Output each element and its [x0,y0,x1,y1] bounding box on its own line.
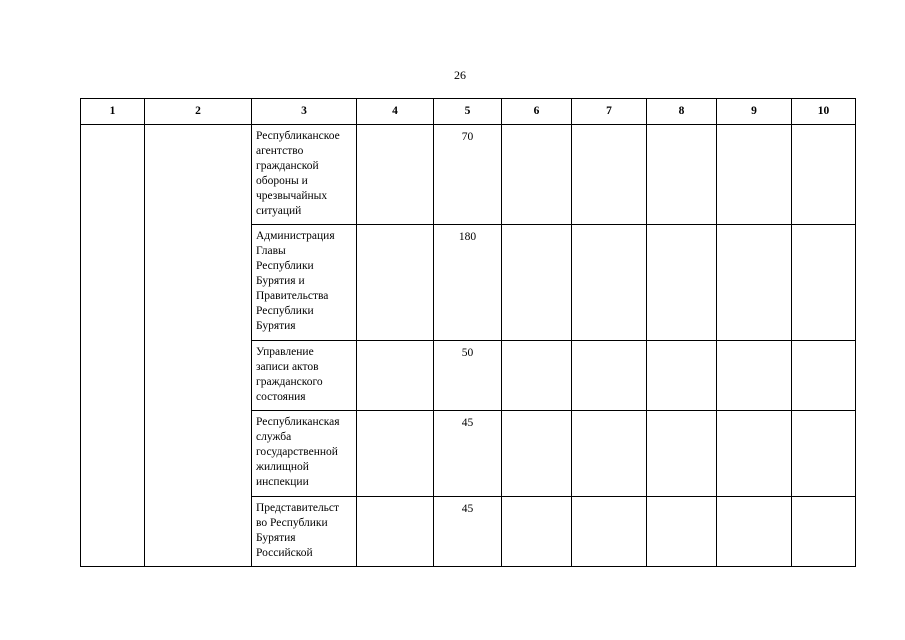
empty-cell [792,225,856,341]
empty-cell [357,341,434,411]
empty-cell [647,125,717,225]
org-name: Республиканское агентство гражданской обороны и чрезвычайных ситуаций [256,130,340,217]
value-cell: 50 [434,341,502,411]
empty-cell [572,411,647,497]
empty-cell [357,497,434,567]
empty-cell [502,497,572,567]
empty-cell [792,125,856,225]
empty-cell [717,341,792,411]
empty-cell [357,125,434,225]
empty-cell [717,497,792,567]
col2-merged-cell [145,125,252,567]
column-header: 1 [81,99,145,125]
empty-cell [502,225,572,341]
org-name: Республиканская служба государственной жилищной инспекции [256,416,340,488]
org-name-cell [252,341,357,411]
empty-cell [502,341,572,411]
empty-cell [572,497,647,567]
empty-cell [502,125,572,225]
org-name-cell [252,497,357,567]
empty-cell [717,125,792,225]
empty-cell [717,411,792,497]
empty-cell [572,225,647,341]
org-name-cell [252,225,357,341]
empty-cell [647,411,717,497]
empty-cell [792,341,856,411]
org-name-cell [252,125,357,225]
empty-cell [717,225,792,341]
empty-cell [647,497,717,567]
empty-cell [572,125,647,225]
column-header: 7 [572,99,647,125]
empty-cell [502,411,572,497]
empty-cell [647,225,717,341]
page-number: 26 [454,68,466,82]
org-name-cell [252,411,357,497]
org-name: Представительст во Республики Бурятия Российской [256,502,340,559]
empty-cell [647,341,717,411]
empty-cell [792,411,856,497]
empty-cell [572,341,647,411]
column-header: 9 [717,99,792,125]
col1-merged-cell [81,125,145,567]
org-name: Управление записи актов гражданского состояния [256,346,323,403]
column-header: 5 [434,99,502,125]
org-name: Администрация Главы Республики Бурятия и Правительства Республики Бурятия [256,230,335,332]
value-cell: 45 [434,411,502,497]
empty-cell [357,411,434,497]
header-row [81,99,856,125]
column-header: 6 [502,99,572,125]
column-header: 10 [792,99,856,125]
data-table [80,98,856,567]
table-row [81,125,856,225]
empty-cell [792,497,856,567]
value-cell: 70 [434,125,502,225]
column-header: 4 [357,99,434,125]
value-cell: 180 [434,225,502,341]
empty-cell [357,225,434,341]
column-header: 2 [145,99,252,125]
value-cell: 45 [434,497,502,567]
column-header: 3 [252,99,357,125]
column-header: 8 [647,99,717,125]
